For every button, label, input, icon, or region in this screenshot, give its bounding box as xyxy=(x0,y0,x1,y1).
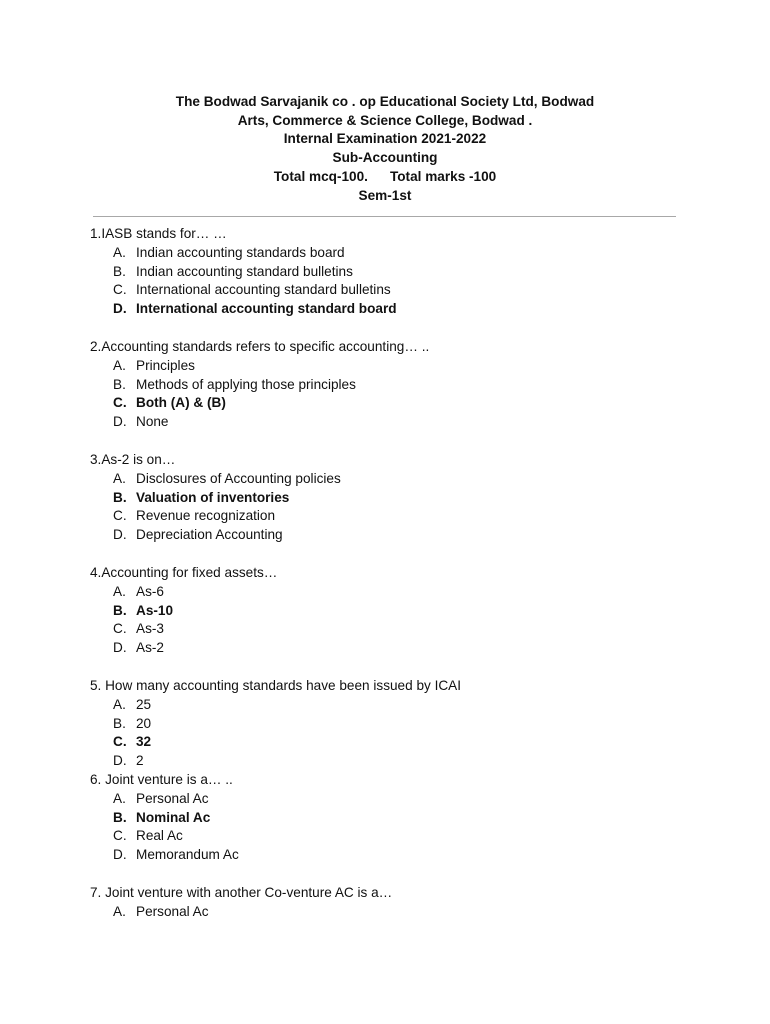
option-text: Indian accounting standard bulletins xyxy=(136,263,353,279)
correct-option xyxy=(90,394,730,413)
option-letter: A. xyxy=(113,696,126,712)
correct-option xyxy=(90,602,730,621)
option xyxy=(90,376,730,395)
question-text: 1.IASB stands for… … xyxy=(90,226,227,241)
option xyxy=(90,281,730,300)
option xyxy=(90,244,730,263)
option-list xyxy=(90,244,730,319)
option-letter: A. xyxy=(113,470,126,486)
option-text: Nominal Ac xyxy=(136,809,211,825)
option-letter: B. xyxy=(113,489,127,505)
society-name: The Bodwad Sarvajanik co . op Educational Society Ltd, Bodwad xyxy=(175,94,595,109)
option xyxy=(90,903,730,922)
option-list xyxy=(90,903,730,922)
option-text: 20 xyxy=(136,715,152,731)
option xyxy=(90,583,730,602)
option xyxy=(90,790,730,809)
option-text: Principles xyxy=(136,357,195,373)
option xyxy=(90,357,730,376)
option-text: Both (A) & (B) xyxy=(136,395,226,411)
option xyxy=(90,715,730,734)
option xyxy=(90,470,730,489)
question-2 xyxy=(90,338,730,432)
question-1 xyxy=(90,225,730,319)
option-letter: D. xyxy=(113,414,127,430)
option-letter: D. xyxy=(113,640,127,656)
option-letter: B. xyxy=(113,376,126,392)
option-letter: B. xyxy=(113,715,126,731)
correct-option xyxy=(90,300,730,319)
option-letter: D. xyxy=(113,527,127,543)
option-text: 32 xyxy=(136,734,152,750)
option xyxy=(90,526,730,545)
correct-option xyxy=(90,809,730,828)
option-text: As-6 xyxy=(136,583,164,599)
question-text: 7. Joint venture with another Co-venture AC is a… xyxy=(90,884,393,900)
option-text: Depreciation Accounting xyxy=(136,527,283,543)
option xyxy=(90,752,730,771)
question-5 xyxy=(90,677,730,771)
option-list xyxy=(90,583,730,658)
question-3 xyxy=(90,451,730,545)
option-list xyxy=(90,357,730,432)
option-letter: C. xyxy=(113,734,127,750)
option-letter: C. xyxy=(113,282,127,298)
option-text: 2 xyxy=(136,753,144,769)
correct-option xyxy=(90,489,730,508)
marks-line xyxy=(0,168,770,187)
option-text: As-10 xyxy=(136,602,174,618)
option-text: 25 xyxy=(136,696,152,712)
total-marks: Total marks -100 xyxy=(389,168,497,184)
option-letter: B. xyxy=(113,263,126,279)
question-7 xyxy=(90,884,730,922)
option-letter: B. xyxy=(113,602,127,618)
question-list xyxy=(90,225,730,922)
option xyxy=(90,696,730,715)
option xyxy=(90,263,730,282)
option-letter: C. xyxy=(113,828,127,844)
option-letter: A. xyxy=(113,903,126,919)
option-letter: A. xyxy=(113,244,126,260)
option-letter: D. xyxy=(113,847,127,863)
option-text: Methods of applying those principles xyxy=(136,376,356,392)
option-text: Personal Ac xyxy=(136,903,209,919)
option-letter: B. xyxy=(113,809,127,825)
option xyxy=(90,639,730,658)
option xyxy=(90,413,730,432)
option-text: Personal Ac xyxy=(136,790,209,806)
question-4 xyxy=(90,564,730,658)
option-text: Indian accounting standards board xyxy=(136,244,345,260)
semester: Sem-1st xyxy=(358,187,412,203)
option xyxy=(90,846,730,865)
question-text: 4.Accounting for fixed assets… xyxy=(90,564,278,580)
option-letter: C. xyxy=(113,508,127,524)
option-list xyxy=(90,470,730,545)
question-text: 3.As-2 is on… xyxy=(90,451,176,467)
option-letter: A. xyxy=(113,583,126,599)
option-letter: A. xyxy=(113,790,126,806)
option-text: Memorandum Ac xyxy=(136,847,239,863)
option-list xyxy=(90,790,730,865)
option-letter: D. xyxy=(113,301,127,317)
option-text: As-3 xyxy=(136,621,164,637)
header-divider xyxy=(93,216,676,217)
correct-option xyxy=(90,733,730,752)
exam-title: Internal Examination 2021-2022 xyxy=(283,131,487,147)
total-mcq: Total mcq-100. xyxy=(273,168,368,184)
option-text: As-2 xyxy=(136,640,164,656)
question-text: 6. Joint venture is a… .. xyxy=(90,771,233,787)
option xyxy=(90,507,730,526)
option-letter: C. xyxy=(113,621,127,637)
option-text: None xyxy=(136,414,169,430)
option-text: Revenue recognization xyxy=(136,508,276,524)
question-text: 2.Accounting standards refers to specific accounting… .. xyxy=(90,338,430,354)
option-text: Real Ac xyxy=(136,828,183,844)
subject: Sub-Accounting xyxy=(332,150,438,166)
option-list xyxy=(90,696,730,771)
question-text: 5. How many accounting standards have been issued by ICAI xyxy=(90,677,462,693)
option-text: International accounting standard board xyxy=(136,301,397,317)
exam-header xyxy=(0,93,770,205)
option-text: International accounting standard bulletins xyxy=(136,282,391,298)
option-letter: A. xyxy=(113,357,126,373)
option-text: Valuation of inventories xyxy=(136,489,290,505)
college-name: Arts, Commerce & Science College, Bodwad . xyxy=(237,112,533,128)
option-text: Disclosures of Accounting policies xyxy=(136,470,341,486)
option-letter: C. xyxy=(113,395,127,411)
question-6 xyxy=(90,771,730,865)
option xyxy=(90,620,730,639)
option-letter: D. xyxy=(113,753,127,769)
option xyxy=(90,827,730,846)
